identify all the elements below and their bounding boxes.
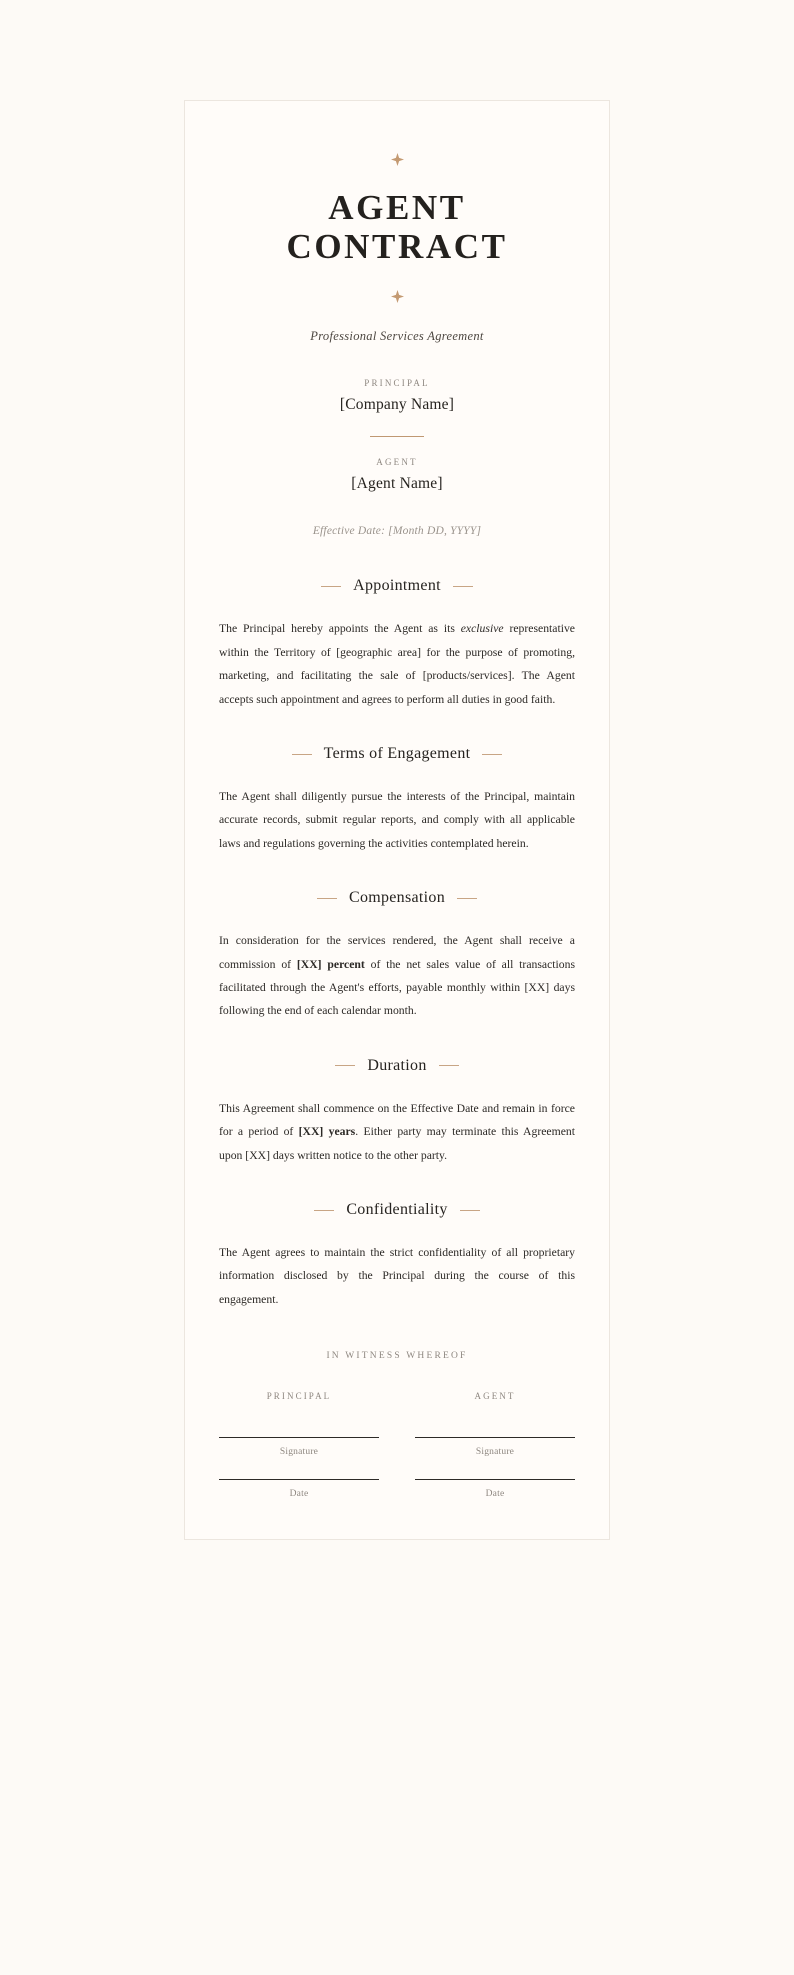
- heading-rule-right-icon: [439, 1065, 459, 1066]
- section-title: Compensation: [348, 889, 446, 907]
- section-heading-appointment: [219, 577, 575, 595]
- date-line[interactable]: [219, 1479, 379, 1480]
- heading-rule-right-icon: [460, 1210, 480, 1211]
- document-subtitle: Professional Services Agreement: [310, 329, 484, 344]
- diamond-ornament-icon-secondary: [391, 290, 404, 303]
- heading-rule-right-icon: [453, 586, 473, 587]
- signature-caption: Signature: [279, 1447, 319, 1458]
- agent-party-block: [219, 457, 575, 493]
- witness-label: IN WITNESS WHEREOF: [326, 1351, 468, 1362]
- principal-name[interactable]: [Company Name]: [339, 396, 455, 414]
- page-title: AGENT CONTRACT: [286, 188, 508, 267]
- section-body: The Agent shall diligently pursue the interests of the Principal, maintain accurate records, submit regular reports, and comply with all applicable laws and regulations governing the activities contemplated herein.: [219, 790, 575, 850]
- principal-party-block: [219, 378, 575, 414]
- effective-date[interactable]: Effective Date: [Month DD, YYYY]: [312, 525, 482, 538]
- section-confidentiality: [219, 1201, 575, 1311]
- date-line[interactable]: [415, 1479, 575, 1480]
- signature-column-agent: [415, 1391, 575, 1499]
- section-heading-terms-of-engagement: [219, 745, 575, 763]
- signature-column-principal: [219, 1391, 379, 1499]
- section-title: Terms of Engagement: [323, 745, 471, 762]
- heading-rule-left-icon: [314, 1210, 334, 1211]
- heading-rule-left-icon: [335, 1065, 355, 1066]
- section-title: Duration: [367, 1056, 427, 1074]
- section-title: Appointment: [353, 577, 441, 595]
- signature-line[interactable]: [219, 1437, 379, 1438]
- heading-rule-left-icon: [292, 754, 312, 755]
- section-heading-duration: [219, 1057, 575, 1075]
- heading-rule-right-icon: [457, 898, 477, 899]
- section-appointment: [219, 577, 575, 711]
- section-heading-confidentiality: [219, 1201, 575, 1219]
- section-heading-compensation: [219, 889, 575, 907]
- section-compensation: [219, 889, 575, 1023]
- signature-role-label: AGENT: [474, 1391, 516, 1402]
- agent-name[interactable]: [Agent Name]: [351, 475, 443, 493]
- heading-rule-left-icon: [317, 898, 337, 899]
- signature-role-label: PRINCIPAL: [266, 1391, 332, 1402]
- signature-line[interactable]: [415, 1437, 575, 1438]
- section-body: In consideration for the services rendered, the Agent shall receive a commission of [XX] percent of the net sales value of all transactions facilitated through the Agent's efforts, payable monthly within [XX] days following the end of each calendar month.: [219, 934, 576, 1018]
- section-duration: [219, 1057, 575, 1167]
- section-body: The Principal hereby appoints the Agent as its exclusive representative within the Territory of [geographic area] for the purpose of promoting, marketing, and facilitating the sale of [products/services]. The Agent accepts such appointment and agrees to perform all duties in good faith.: [219, 622, 575, 706]
- date-caption: Date: [289, 1489, 309, 1500]
- date-caption: Date: [485, 1489, 505, 1500]
- heading-rule-left-icon: [321, 586, 341, 587]
- section-terms-of-engagement: [219, 745, 575, 855]
- section-title: Confidentiality: [346, 1201, 448, 1219]
- section-body: The Agent agrees to maintain the strict confidentiality of all proprietary information disclosed by the Principal during the course of this engagement.: [219, 1246, 575, 1306]
- section-body: This Agreement shall commence on the Effective Date and remain in force for a period of [XX] years. Either party may terminate this Agreement upon [XX] days written notice to the other party.: [219, 1101, 575, 1162]
- diamond-ornament-icon: [391, 153, 404, 166]
- heading-rule-right-icon: [482, 754, 502, 755]
- signature-caption: Signature: [475, 1447, 515, 1458]
- contract-document: [184, 100, 610, 1540]
- party-divider: [370, 436, 424, 437]
- sections-container: [219, 577, 575, 1311]
- agent-label: AGENT: [376, 457, 418, 468]
- principal-label: PRINCIPAL: [364, 378, 430, 389]
- signature-grid: [219, 1391, 575, 1499]
